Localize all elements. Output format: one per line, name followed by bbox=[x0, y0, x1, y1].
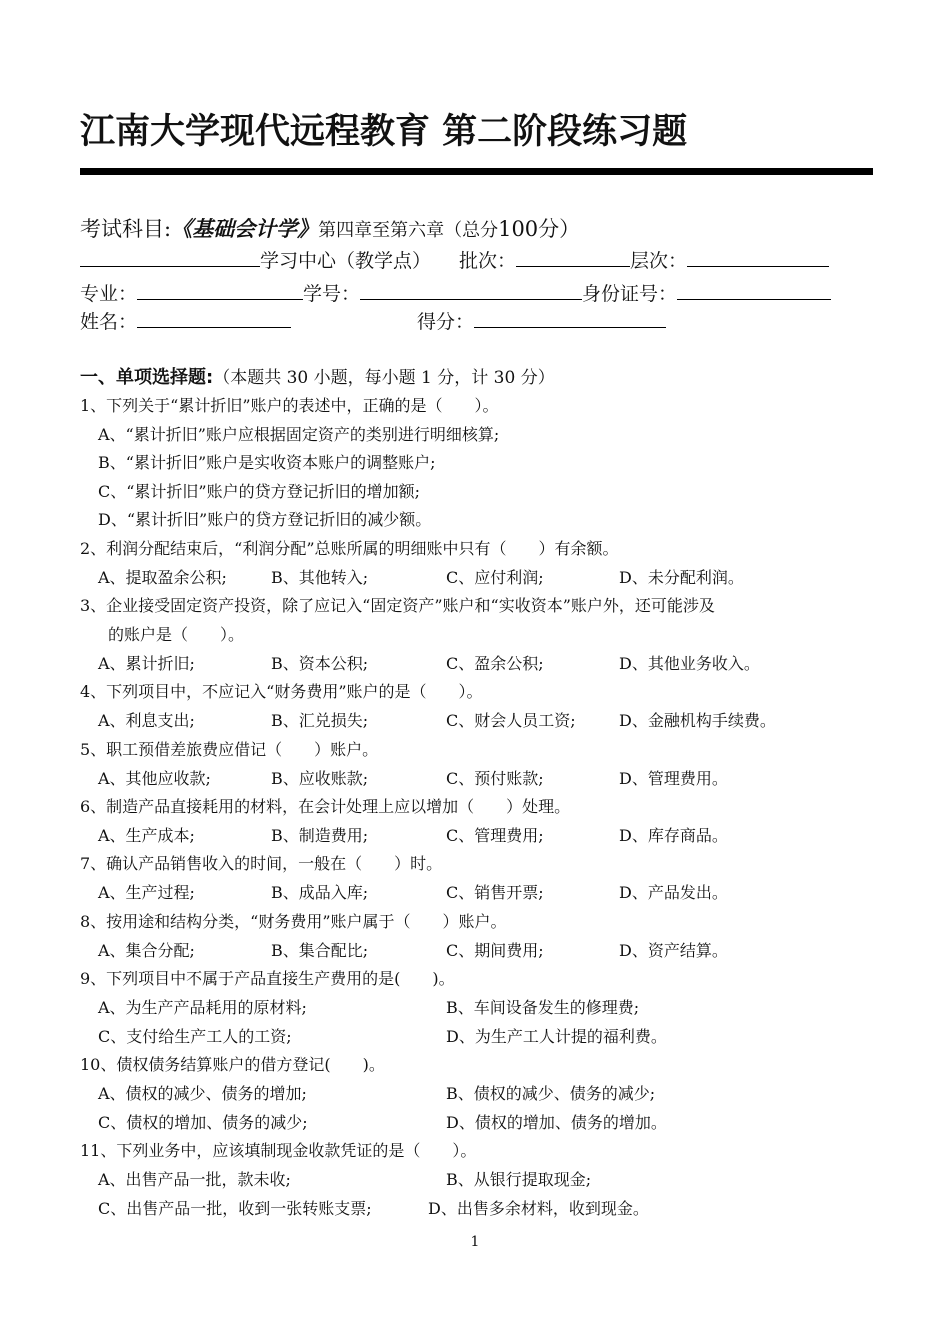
option-c: C、销售开票; bbox=[446, 883, 544, 902]
option-a: A、债权的减少、债务的增加; bbox=[98, 1084, 307, 1103]
option-c: C、期间费用; bbox=[446, 941, 544, 960]
score-suffix: 分） bbox=[538, 217, 581, 241]
option-a: A、累计折旧; bbox=[98, 654, 195, 673]
option-b: B、汇兑损失; bbox=[271, 711, 369, 730]
section-title: 一、单项选择题: bbox=[80, 367, 214, 388]
option-d: D、库存商品。 bbox=[619, 826, 728, 845]
option-b: B、资本公积; bbox=[271, 654, 369, 673]
question-stem: 8、按用途和结构分类，“财务费用”账户属于（ ）账户。 bbox=[80, 912, 507, 931]
batch-blank[interactable] bbox=[516, 248, 630, 267]
option-b: B、车间设备发生的修理费; bbox=[446, 998, 640, 1017]
option-c: C、预付账款; bbox=[446, 769, 544, 788]
option-b: B、债权的减少、债务的减少; bbox=[446, 1084, 656, 1103]
option-d: D、未分配利润。 bbox=[619, 568, 744, 587]
option-b: B、其他转入; bbox=[271, 568, 369, 587]
question-stem: 4、下列项目中，不应记入“财务费用”账户的是（ ）。 bbox=[80, 682, 483, 701]
major-label: 专业： bbox=[80, 283, 138, 305]
option-c: C、支付给生产工人的工资; bbox=[98, 1027, 292, 1046]
question-stem-continued: 的账户是（ ）。 bbox=[108, 625, 245, 644]
level-blank[interactable] bbox=[687, 248, 829, 267]
question-stem: 2、利润分配结束后，“利润分配”总账所属的明细账中只有（ ）有余额。 bbox=[80, 539, 619, 558]
major-blank[interactable] bbox=[137, 281, 303, 300]
option-a: A、“累计折旧”账户应根据固定资产的类别进行明细核算; bbox=[98, 425, 500, 444]
total-score: 100 bbox=[498, 217, 539, 241]
option-a: A、其他应收款; bbox=[98, 769, 211, 788]
question-stem: 7、确认产品销售收入的时间，一般在（ ）时。 bbox=[80, 854, 443, 873]
option-b: B、集合配比; bbox=[271, 941, 369, 960]
question-stem: 5、职工预借差旅费应借记（ ）账户。 bbox=[80, 740, 379, 759]
option-c: C、债权的增加、债务的减少; bbox=[98, 1113, 308, 1132]
grade-blank[interactable] bbox=[474, 309, 666, 328]
option-c: C、“累计折旧”账户的贷方登记折旧的增加额; bbox=[98, 482, 420, 501]
option-b: B、应收账款; bbox=[271, 769, 369, 788]
grade-label: 得分： bbox=[417, 311, 475, 333]
option-c: C、应付利润; bbox=[446, 568, 544, 587]
option-d: D、“累计折旧”账户的贷方登记折旧的减少额。 bbox=[98, 510, 432, 529]
subject-label: 考试科目: bbox=[80, 217, 172, 241]
info-row-2 bbox=[80, 279, 831, 306]
course-name: 《基础会计学》 bbox=[171, 216, 319, 241]
page-title: 江南大学现代远程教育 第二阶段练习题 bbox=[80, 112, 688, 152]
chapter-range: 第四章至第六章（总分 bbox=[318, 220, 499, 241]
question-stem: 3、企业接受固定资产投资，除了应记入“固定资产”账户和“实收资本”账户外，还可能涉及 bbox=[80, 596, 715, 615]
option-a: A、生产成本; bbox=[98, 826, 195, 845]
option-c: C、财会人员工资; bbox=[446, 711, 576, 730]
option-d: D、出售多余材料，收到现金。 bbox=[428, 1199, 649, 1218]
exam-subject-line bbox=[80, 213, 580, 243]
name-blank[interactable] bbox=[137, 309, 291, 328]
option-d: D、管理费用。 bbox=[619, 769, 728, 788]
option-a: A、生产过程; bbox=[98, 883, 195, 902]
option-d: D、金融机构手续费。 bbox=[619, 711, 776, 730]
id-no-label: 身份证号： bbox=[582, 283, 678, 305]
option-d: D、其他业务收入。 bbox=[619, 654, 760, 673]
question-stem: 9、下列项目中不属于产品直接生产费用的是( )。 bbox=[80, 969, 455, 988]
center-blank[interactable] bbox=[80, 248, 260, 267]
option-c: C、盈余公积; bbox=[446, 654, 544, 673]
section-note: （本题共 30 小题，每小题 1 分，计 30 分） bbox=[213, 368, 555, 388]
option-d: D、资产结算。 bbox=[619, 941, 728, 960]
level-label: 层次： bbox=[630, 250, 688, 272]
option-a: A、出售产品一批，款未收; bbox=[98, 1170, 291, 1189]
option-a: A、利息支出; bbox=[98, 711, 195, 730]
option-b: B、从银行提取现金; bbox=[446, 1170, 592, 1189]
option-c: C、出售产品一批，收到一张转账支票; bbox=[98, 1199, 372, 1218]
batch-label: 批次： bbox=[459, 250, 517, 272]
option-b: B、“累计折旧”账户是实收资本账户的调整账户; bbox=[98, 453, 436, 472]
page-number: 1 bbox=[470, 1234, 480, 1250]
option-d: D、债权的增加、债务的增加。 bbox=[446, 1113, 667, 1132]
question-stem: 10、债权债务结算账户的借方登记( )。 bbox=[80, 1055, 385, 1074]
option-a: A、为生产产品耗用的原材料; bbox=[98, 998, 307, 1017]
option-a: A、集合分配; bbox=[98, 941, 195, 960]
option-d: D、为生产工人计提的福利费。 bbox=[446, 1027, 667, 1046]
title-rule bbox=[80, 168, 873, 175]
student-no-blank[interactable] bbox=[360, 281, 582, 300]
info-row-3 bbox=[80, 307, 666, 334]
option-d: D、产品发出。 bbox=[619, 883, 728, 902]
name-label: 姓名： bbox=[80, 311, 138, 333]
question-stem: 1、下列关于“累计折旧”账户的表述中，正确的是（ ）。 bbox=[80, 396, 499, 415]
student-no-label: 学号： bbox=[303, 283, 361, 305]
info-row-1 bbox=[80, 246, 829, 273]
question-stem: 11、下列业务中，应该填制现金收款凭证的是（ ）。 bbox=[80, 1141, 477, 1160]
id-no-blank[interactable] bbox=[677, 281, 831, 300]
section-heading bbox=[80, 363, 555, 389]
center-label: 学习中心（教学点） bbox=[260, 250, 432, 272]
option-a: A、提取盈余公积; bbox=[98, 568, 227, 587]
option-b: B、成品入库; bbox=[271, 883, 369, 902]
question-stem: 6、制造产品直接耗用的材料，在会计处理上应以增加（ ）处理。 bbox=[80, 797, 571, 816]
option-c: C、管理费用; bbox=[446, 826, 544, 845]
option-b: B、制造费用; bbox=[271, 826, 369, 845]
